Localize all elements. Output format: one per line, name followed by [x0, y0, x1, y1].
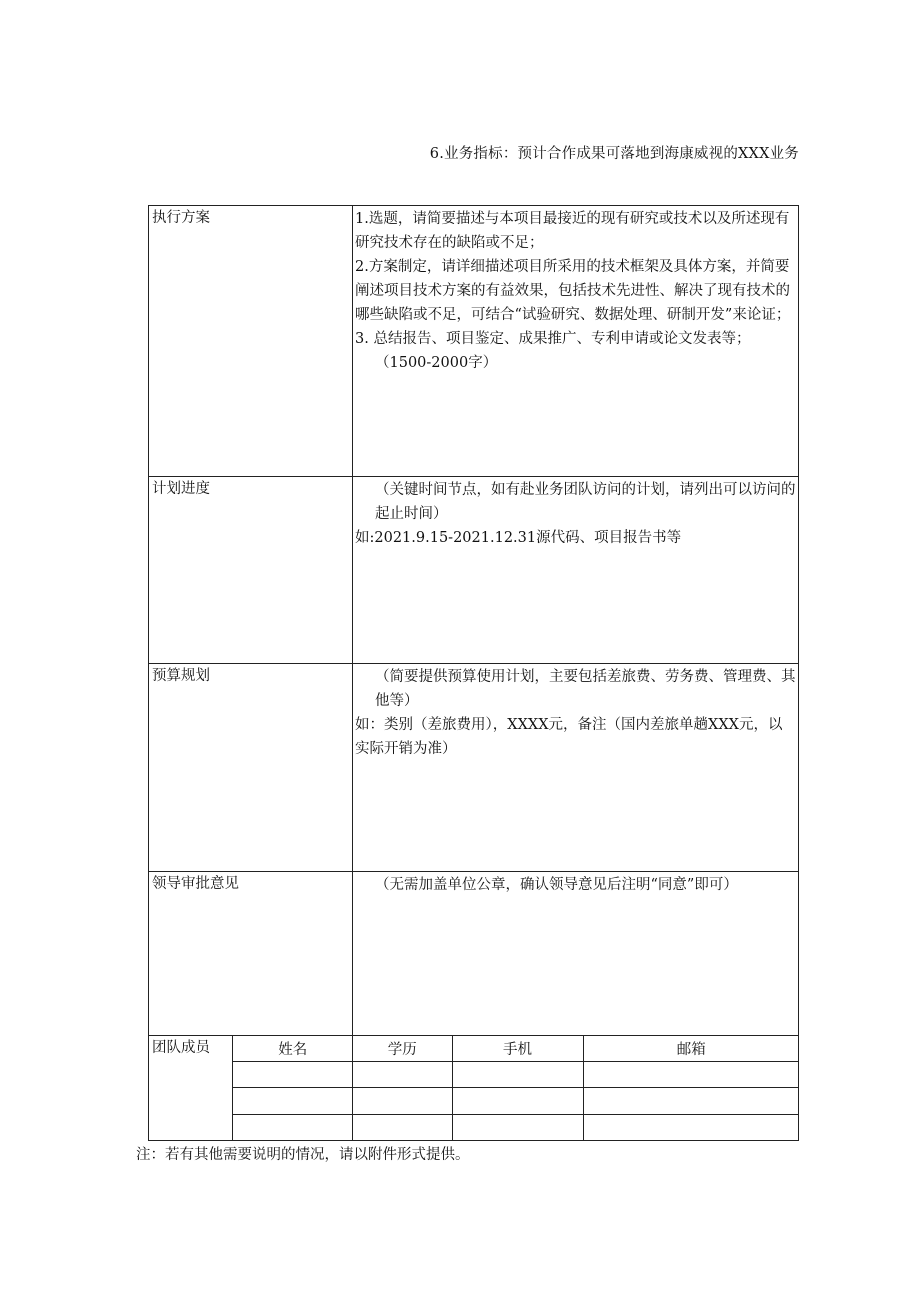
execution-plan-row	[149, 206, 799, 477]
member-2-phone-cell[interactable]	[452, 1088, 583, 1114]
member-2-education-cell[interactable]	[353, 1088, 452, 1114]
member-3-email-cell[interactable]	[583, 1114, 799, 1140]
execution-item-2: 2.方案制定，请详细描述项目所采用的技术框架及具体方案，并简要阐述项目技术方案的有益效果，包括技术先进性、解决了现有技术的哪些缺陷或不足，可结合“试验研究、数据处理、研制开发”来论证；	[355, 259, 791, 323]
column-header-email: 邮箱	[583, 1036, 799, 1062]
execution-item-1: 1.选题，请简要描述与本项目最接近的现有研究或技术以及所述现有研究技术存在的缺陷或不足；	[355, 211, 790, 251]
member-row	[353, 1114, 799, 1140]
member-row	[353, 1062, 799, 1088]
schedule-row	[149, 477, 799, 664]
team-members-label: 团队成员	[152, 1040, 210, 1056]
execution-plan-label: 执行方案	[152, 210, 210, 226]
business-indicator-line: 6.业务指标：预计合作成果可落地到海康威视的XXX业务	[429, 146, 799, 162]
budget-hint: （简要提供预算使用计划，主要包括差旅费、劳务费、管理费、其他等）	[375, 669, 796, 709]
member-1-phone-cell[interactable]	[452, 1062, 583, 1088]
member-2-email-cell[interactable]	[583, 1088, 799, 1114]
schedule-hint: （关键时间节点，如有赴业务团队访问的计划，请列出可以访问的起止时间）	[375, 482, 796, 522]
leader-approval-content[interactable]	[353, 872, 798, 897]
member-1-email-cell[interactable]	[583, 1062, 799, 1088]
member-1-name-cell[interactable]	[233, 1062, 354, 1088]
budget-label: 预算规划	[152, 668, 210, 684]
schedule-content[interactable]	[353, 477, 798, 550]
member-3-name-cell[interactable]	[233, 1114, 354, 1140]
execution-item-3: 3. 总结报告、项目鉴定、成果推广、专利申请或论文发表等；	[355, 331, 751, 347]
execution-plan-content[interactable]	[353, 206, 798, 375]
column-header-education: 学历	[353, 1036, 452, 1062]
team-members-row	[149, 1036, 799, 1141]
execution-word-count: （1500-2000字）	[375, 355, 498, 371]
proposal-form-table	[148, 205, 799, 1141]
leader-approval-label: 领导审批意见	[152, 876, 239, 892]
member-3-phone-cell[interactable]	[452, 1114, 583, 1140]
team-members-label-cell	[149, 1036, 353, 1141]
member-2-name-cell[interactable]	[233, 1088, 354, 1114]
leader-approval-row	[149, 872, 799, 1036]
team-members-grid	[353, 1036, 799, 1140]
team-members-grid-cell	[353, 1036, 799, 1141]
team-name-column	[233, 1036, 354, 1140]
column-header-name: 姓名	[233, 1036, 354, 1062]
member-row	[353, 1088, 799, 1114]
member-3-education-cell[interactable]	[353, 1114, 452, 1140]
column-header-phone: 手机	[452, 1036, 583, 1062]
footnote: 注：若有其他需要说明的情况，请以附件形式提供。	[136, 1147, 470, 1163]
budget-example: 如：类别（差旅费用），XXXX元，备注（国内差旅单趟XXX元，以实际开销为准）	[355, 717, 783, 757]
leader-approval-hint: （无需加盖单位公章，确认领导意见后注明“同意”即可）	[375, 877, 738, 893]
budget-content[interactable]	[353, 664, 798, 761]
member-1-education-cell[interactable]	[353, 1062, 452, 1088]
budget-row	[149, 664, 799, 872]
schedule-label: 计划进度	[152, 481, 210, 497]
schedule-example: 如:2021.9.15-2021.12.31源代码、项目报告书等	[355, 530, 682, 546]
